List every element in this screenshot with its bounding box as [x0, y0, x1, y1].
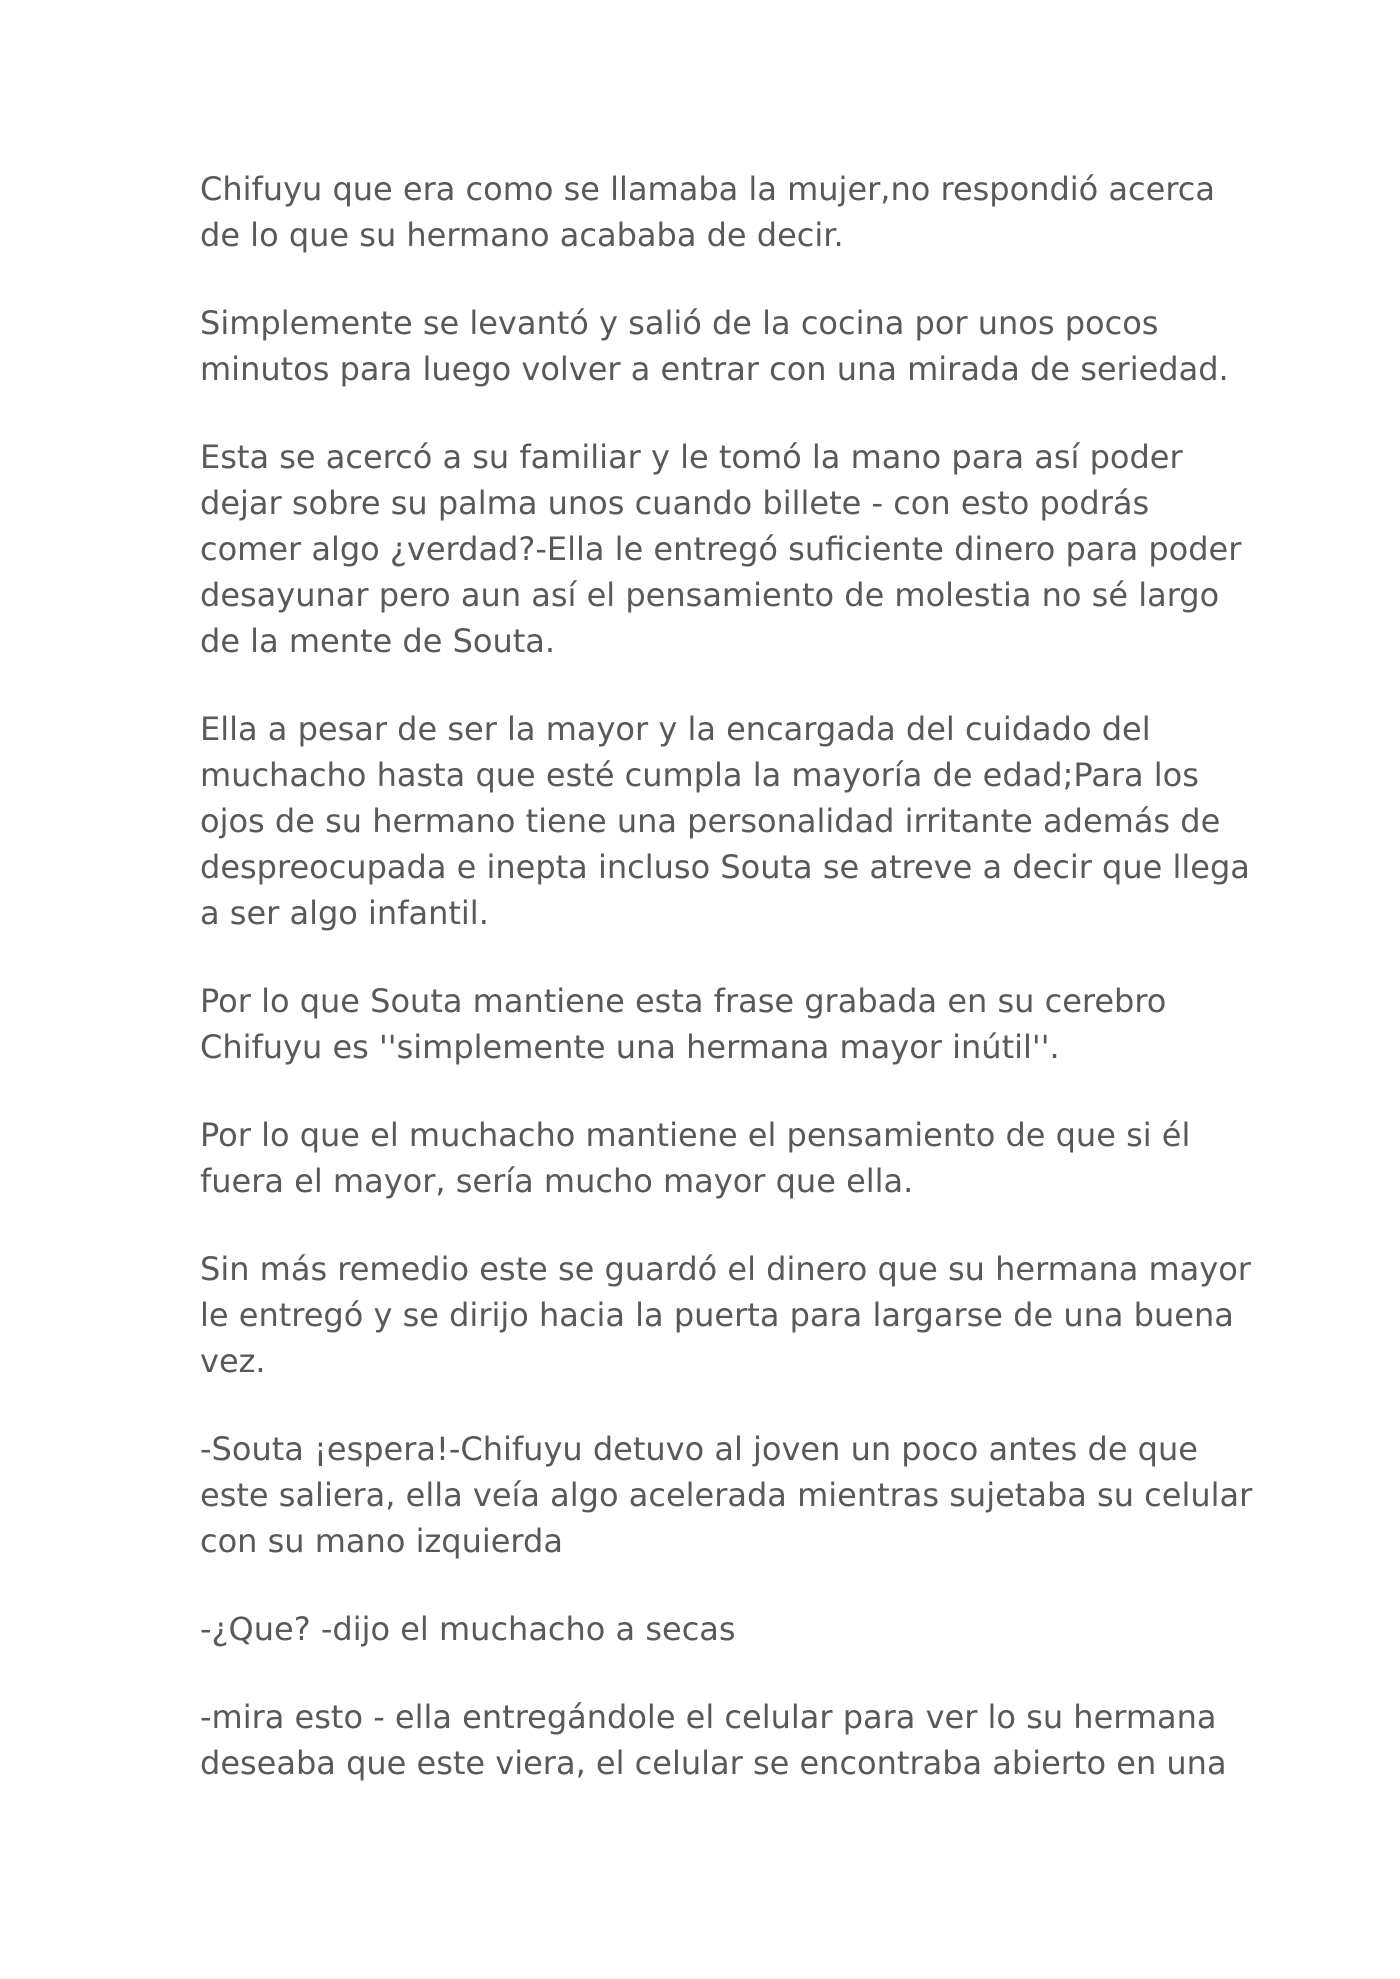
paragraph-6 — [200, 1112, 1210, 1204]
paragraph-7 — [200, 1246, 1251, 1384]
text-line: Por lo que el muchacho mantiene el pensamiento de que si él — [200, 1116, 1191, 1154]
paragraph-10 — [200, 1694, 1227, 1786]
text-line: -¿Que? -dijo el muchacho a secas — [200, 1610, 736, 1648]
text-line: ojos de su hermano tiene una personalidad irritante además de — [200, 802, 1221, 840]
text-line: a ser algo infantil. — [200, 894, 489, 932]
document-body — [200, 166, 1253, 1828]
text-line: con su mano izquierda — [200, 1522, 563, 1560]
text-line: fuera el mayor, sería mucho mayor que ella. — [200, 1162, 914, 1200]
text-line: muchacho hasta que esté cumpla la mayoría de edad;Para los — [200, 756, 1199, 794]
paragraph-8 — [200, 1426, 1253, 1564]
text-line: de la mente de Souta. — [200, 622, 556, 660]
text-line: Esta se acercó a su familiar y le tomó la mano para así poder — [200, 438, 1183, 476]
text-line: -mira esto - ella entregándole el celular para ver lo su hermana — [200, 1698, 1217, 1736]
text-line: Chifuyu que era como se llamaba la mujer,no respondió acerca — [200, 170, 1215, 208]
text-line: dejar sobre su palma unos cuando billete - con esto podrás — [200, 484, 1150, 522]
paragraph-4 — [200, 706, 1250, 936]
text-line: minutos para luego volver a entrar con una mirada de seriedad. — [200, 350, 1229, 388]
text-line: despreocupada e inepta incluso Souta se atreve a decir que llega — [200, 848, 1250, 886]
paragraph-1 — [200, 166, 1215, 258]
text-line: desayunar pero aun así el pensamiento de molestia no sé largo — [200, 576, 1220, 614]
paragraph-9 — [200, 1606, 1210, 1652]
text-line: comer algo ¿verdad?-Ella le entregó suficiente dinero para poder — [200, 530, 1242, 568]
text-line: de lo que su hermano acababa de decir. — [200, 216, 844, 254]
text-line: Simplemente se levantó y salió de la cocina por unos pocos — [200, 304, 1159, 342]
text-line: Ella a pesar de ser la mayor y la encargada del cuidado del — [200, 710, 1151, 748]
text-line: -Souta ¡espera!-Chifuyu detuvo al joven un poco antes de que — [200, 1430, 1198, 1468]
text-line: Chifuyu es ''simplemente una hermana mayor inútil''. — [200, 1028, 1060, 1066]
paragraph-3 — [200, 434, 1242, 664]
text-line: este saliera, ella veía algo acelerada mientras sujetaba su celular — [200, 1476, 1253, 1514]
paragraph-2 — [200, 300, 1229, 392]
text-line: deseaba que este viera, el celular se encontraba abierto en una — [200, 1744, 1227, 1782]
paragraph-5 — [200, 978, 1210, 1070]
text-line: Sin más remedio este se guardó el dinero que su hermana mayor — [200, 1250, 1251, 1288]
text-line: Por lo que Souta mantiene esta frase grabada en su cerebro — [200, 982, 1167, 1020]
text-line: vez. — [200, 1342, 266, 1380]
text-line: le entregó y se dirijo hacia la puerta para largarse de una buena — [200, 1296, 1234, 1334]
